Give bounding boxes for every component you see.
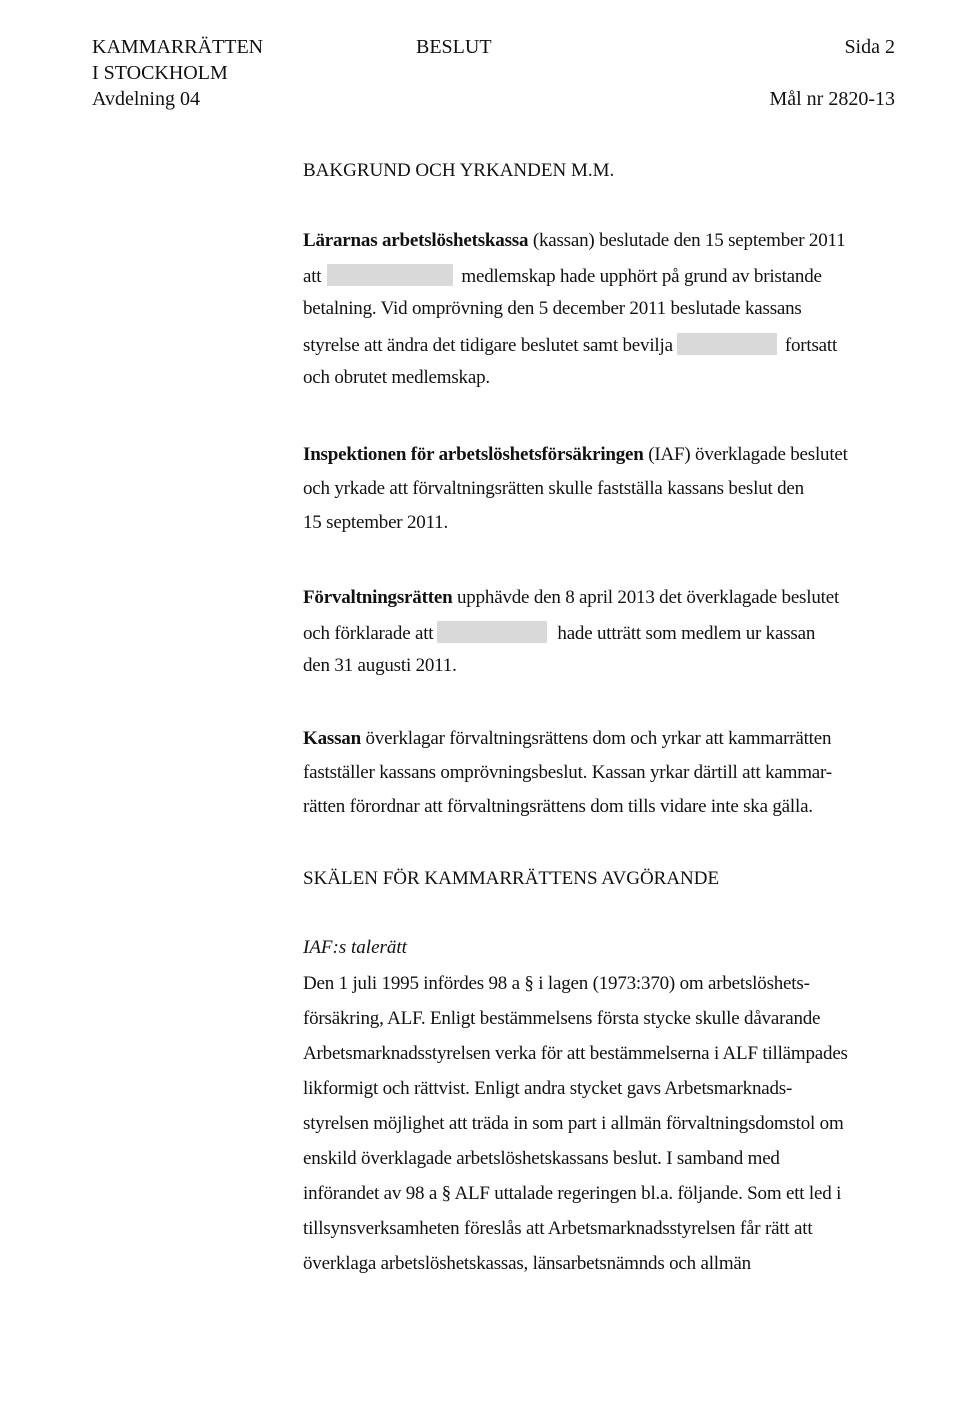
redaction-box [677,333,777,355]
page-number: Sida 2 [844,36,895,58]
subheading-iaf-standing: IAF:s talerätt [303,937,407,958]
text-line [303,230,845,252]
text-line: och obrutet medlemskap. [303,367,490,388]
text-line [303,728,831,750]
text-line [303,264,822,288]
document-type: BESLUT [416,36,492,58]
party-name: Förvaltningsrätten [303,587,453,608]
text-line: 15 september 2011. [303,512,449,533]
text-line [303,587,839,609]
text-span: (kassan) beslutade den 15 september 2011 [528,230,846,251]
redaction-box [437,621,547,643]
text-line [303,333,837,357]
text-line: Den 1 juli 1995 infördes 98 a § i lagen (1973:370) om arbetslöshets- [303,973,810,994]
text-line: likformigt och rättvist. Enligt andra stycket gavs Arbetsmarknads- [303,1078,793,1099]
text-span: och förklarade att [303,623,434,644]
court-name-line1: KAMMARRÄTTEN [92,36,264,58]
text-line: rätten förordnar att förvaltningsrättens dom tills vidare inte ska gälla. [303,796,813,817]
text-span: hade utträtt som medlem ur kassan [557,623,816,644]
text-line: den 31 augusti 2011. [303,655,457,676]
section-heading-reasons: SKÄLEN FÖR KAMMARRÄTTENS AVGÖRANDE [303,868,720,889]
text-line: enskild överklagade arbetslöshetskassans beslut. I samband med [303,1148,780,1169]
text-span: medlemskap hade upphört på grund av bristande [461,266,822,287]
division: Avdelning 04 [92,88,200,110]
party-name: Lärarnas arbetslöshetskassa [303,230,529,251]
text-line: införandet av 98 a § ALF uttalade regeringen bl.a. följande. Som ett led i [303,1183,842,1204]
text-span: fortsatt [784,335,838,356]
text-span: överklagar förvaltningsrättens dom och yrkar att kammarrätten [360,728,832,749]
text-line: och yrkade att förvaltningsrätten skulle fastställa kassans beslut den [303,478,804,499]
case-number: Mål nr 2820-13 [769,88,895,110]
text-span: styrelse att ändra det tidigare beslutet samt bevilja [303,335,673,356]
text-line: fastställer kassans omprövningsbeslut. Kassan yrkar därtill att kammar- [303,762,832,783]
text-line [303,621,815,645]
text-line [303,444,848,466]
party-name: Inspektionen för arbetslöshetsförsäkringen [303,444,644,465]
court-name-line2: I STOCKHOLM [92,62,228,84]
text-span: upphävde den 8 april 2013 det överklagade beslutet [452,587,840,608]
text-line: tillsynsverksamheten föreslås att Arbetsmarknadsstyrelsen får rätt att [303,1218,813,1239]
text-line: överklaga arbetslöshetskassas, länsarbetsnämnds och allmän [303,1253,751,1274]
redaction-box [327,264,453,286]
text-line: styrelsen möjlighet att träda in som part i allmän förvaltningsdomstol om [303,1113,844,1134]
section-heading-background: BAKGRUND OCH YRKANDEN M.M. [303,160,615,181]
text-line: betalning. Vid omprövning den 5 december 2011 beslutade kassans [303,298,802,319]
party-name: Kassan [303,728,361,749]
text-line: Arbetsmarknadsstyrelsen verka för att bestämmelserna i ALF tillämpades [303,1043,848,1064]
text-span: (IAF) överklagade beslutet [643,444,848,465]
text-span: att [303,266,322,287]
text-line: försäkring, ALF. Enligt bestämmelsens första stycke skulle dåvarande [303,1008,821,1029]
